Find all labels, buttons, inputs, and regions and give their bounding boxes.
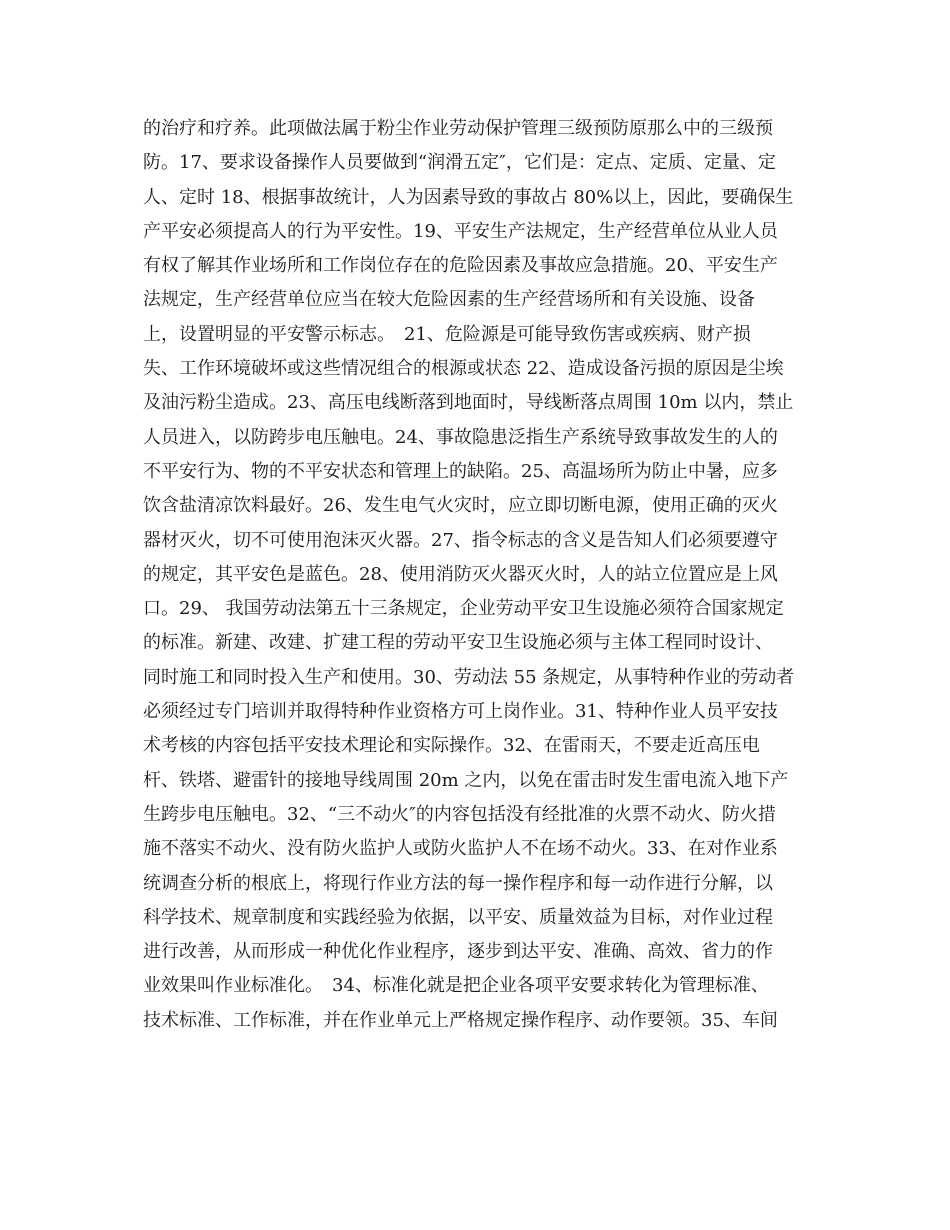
text-line: 业效果叫作业标准化。 34、标准化就是把企业各项平安要求转化为管理标准、	[143, 975, 769, 997]
text-line: 同时施工和同时投入生产和使用。30、劳动法 55 条规定，从事特种作业的劳动者	[143, 666, 795, 688]
text-line: 技术标准、工作标准，并在作业单元上严格规定操作程序、动作要领。35、车间	[143, 1009, 778, 1031]
text-line: 人、定时 18、根据事故统计，人为因素导致的事故占 80%以上，因此，要确保生	[143, 186, 794, 208]
text-line: 法规定，生产经营单位应当在较大危险因素的生产经营场所和有关设施、设备	[143, 289, 755, 311]
text-line: 防。17、要求设备操作人员要做到“润滑五定″，它们是：定点、定质、定量、定	[143, 152, 776, 174]
text-line: 的标准。新建、改建、扩建工程的劳动平安卫生设施必须与主体工程同时设计、	[143, 632, 773, 654]
text-line: 术考核的内容包括平安技术理论和实际操作。32、在雷雨天，不要走近高压电	[143, 735, 760, 757]
text-line: 科学技术、规章制度和实践经验为依据，以平安、质量效益为目标，对作业过程	[143, 906, 773, 928]
text-line: 及油污粉尘造成。23、高压电线断落到地面时，导线断落点周围 10m 以内，禁止	[143, 392, 794, 414]
text-line: 口。29、 我国劳动法第五十三条规定，企业劳动平安卫生设施必须符合国家规定	[143, 598, 784, 620]
text-line: 杆、铁塔、避雷针的接地导线周围 20m 之内，以免在雷击时发生雷电流入地下产	[143, 769, 789, 791]
text-line: 施不落实不动火、没有防火监护人或防火监护人不在场不动火。33、在对作业系	[143, 838, 778, 860]
text-line: 的规定，其平安色是蓝色。28、使用消防灭火器灭火时，人的站立位置应是上风	[143, 563, 778, 585]
text-line: 饮含盐清凉饮料最好。26、发生电气火灾时，应立即切断电源，使用正确的灭火	[143, 495, 778, 517]
text-line: 产平安必须提高人的行为平安性。19、平安生产法规定，生产经营单位从业人员	[143, 220, 778, 242]
text-line: 人员进入，以防跨步电压触电。24、事故隐患泛指生产系统导致事故发生的人的	[143, 426, 778, 448]
text-line: 器材灭火，切不可使用泡沫灭火器。27、指令标志的含义是告知人们必须要遵守	[143, 529, 778, 551]
text-line: 生跨步电压触电。32、“三不动火″的内容包括没有经批准的火票不动火、防火措	[143, 803, 776, 825]
text-line: 不平安行为、物的不平安状态和管理上的缺陷。25、高温场所为防止中暑，应多	[143, 460, 778, 482]
text-line: 的治疗和疗养。此项做法属于粉尘作业劳动保护管理三级预防原那么中的三级预	[143, 118, 773, 139]
text-line: 统调查分析的根底上，将现行作业方法的每一操作程序和每一动作进行分解，以	[143, 872, 773, 894]
text-line: 进行改善，从而形成一种优化作业程序，逐步到达平安、准确、高效、省力的作	[143, 941, 773, 963]
text-line: 失、工作环境破坏或这些情况组合的根源或状态 22、造成设备污损的原因是尘埃	[143, 358, 784, 380]
text-line: 必须经过专门培训并取得特种作业资格方可上岗作业。31、特种作业人员平安技	[143, 701, 778, 723]
text-line: 有权了解其作业场所和工作岗位存在的危险因素及事故应急措施。20、平安生产	[143, 255, 778, 277]
body-text	[143, 112, 808, 1038]
text-line: 上，设置明显的平安警示标志。 21、危险源是可能导致伤害或疾病、财产损	[143, 323, 751, 345]
